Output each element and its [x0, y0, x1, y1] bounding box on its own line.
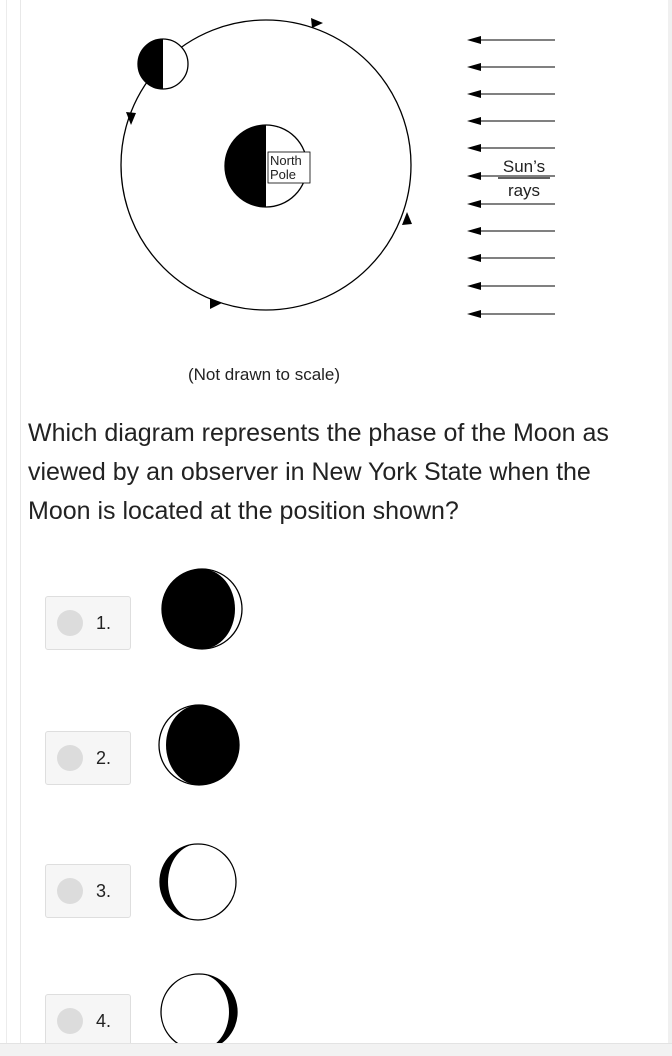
choice-2 — [45, 731, 665, 841]
choice-3-radio[interactable] — [57, 878, 83, 904]
sun-label-line1: Sun’s — [502, 157, 546, 176]
choice-4-label: 4. — [96, 1011, 112, 1031]
choice-1 — [45, 596, 665, 706]
moon-phase-waning-crescent-right-icon — [157, 568, 257, 668]
moon-orbit-diagram — [20, 0, 580, 400]
sun-ray-arrowhead-icon — [467, 172, 481, 180]
right-scroll-track — [668, 0, 672, 1056]
sun-ray-arrowhead-icon — [467, 200, 481, 208]
orbit-arrow-right-icon — [402, 212, 412, 225]
orbit-arrow-top-icon — [311, 18, 323, 28]
sun-ray-arrowhead-icon — [467, 254, 481, 262]
choice-2-button[interactable] — [45, 731, 131, 785]
choice-2-label: 2. — [96, 748, 112, 768]
sun-label-line2: rays — [507, 181, 541, 200]
moon-phase-crescent-dark-left-icon — [157, 836, 257, 936]
choice-4-radio[interactable] — [57, 1008, 83, 1034]
choice-4-button[interactable] — [45, 994, 131, 1048]
choice-1-label: 1. — [96, 613, 112, 633]
moon-position-icon — [138, 39, 188, 89]
sun-ray-arrowhead-icon — [467, 36, 481, 44]
sun-ray-arrowhead-icon — [467, 144, 481, 152]
scale-caption: (Not drawn to scale) — [187, 365, 341, 384]
sun-rays — [467, 36, 555, 318]
choice-3-button[interactable] — [45, 864, 131, 918]
choice-2-radio[interactable] — [57, 745, 83, 771]
earth-label-line2: Pole — [270, 167, 297, 182]
orbit-diagram-svg — [20, 0, 580, 400]
sun-ray-arrowhead-icon — [467, 227, 481, 235]
sun-ray-arrowhead-icon — [467, 90, 481, 98]
sun-ray-arrowhead-icon — [467, 310, 481, 318]
moon-phase-crescent-left-icon — [157, 703, 257, 803]
sun-ray-arrowhead-icon — [467, 282, 481, 290]
sun-ray-arrowhead-icon — [467, 117, 481, 125]
left-margin-rail — [0, 0, 21, 1056]
orbit-arrow-bottom-icon — [210, 298, 222, 309]
choice-1-radio[interactable] — [57, 610, 83, 636]
earth-label-line1: North — [270, 153, 302, 168]
question-text: Which diagram represents the phase of the Moon as viewed by an observer in New York State when the Moon is located at the position shown? — [28, 419, 609, 525]
bottom-scroll-track — [0, 1043, 672, 1056]
sun-ray-arrowhead-icon — [467, 63, 481, 71]
choice-1-button[interactable] — [45, 596, 131, 650]
choice-3-label: 3. — [96, 881, 112, 901]
choice-3 — [45, 864, 665, 974]
